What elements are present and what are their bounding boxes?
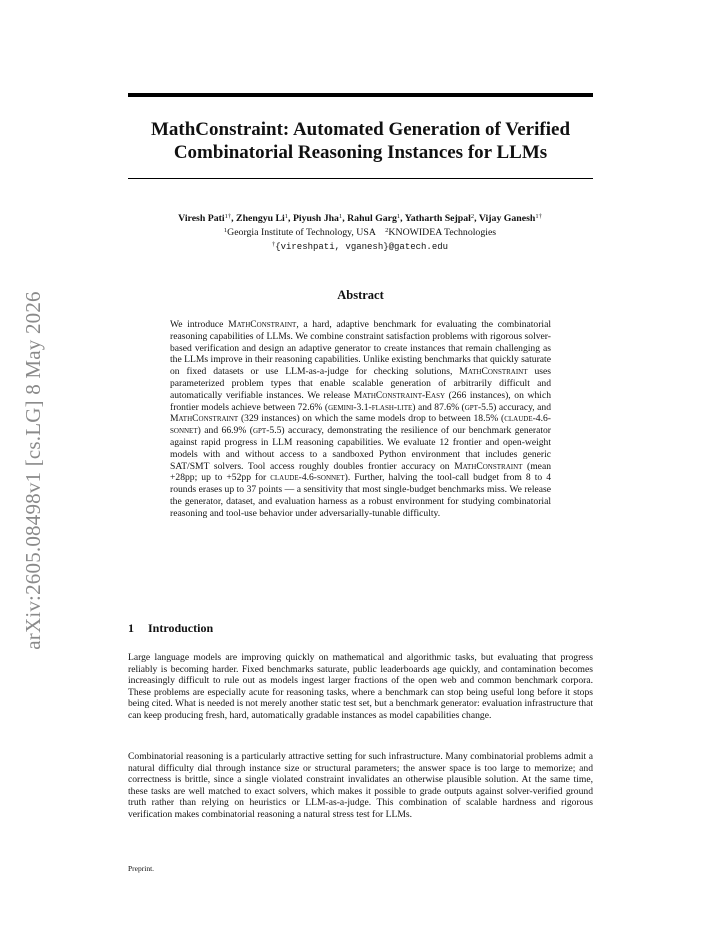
model-name: claude-4.6-sonnet [170, 413, 551, 437]
title-bottom-rule [128, 178, 593, 179]
abstract-run: , a hard, adaptive benchmark for evaluating the combinatorial reasoning capabilities of LLMs. We combine constraint satisfaction problems with rigorous solver-based verification and design an adaptive generator to create instances that remain challenging as the LLMs improve in their reasoning capabilities. Unlike existing benchmarks that quickly saturate on fixed datasets or use LLM-as-a-judge for checking solutions, [170, 319, 551, 378]
author-affil-mark: 2 [470, 213, 475, 220]
paper-title [128, 118, 593, 164]
abstract-run: (mean +28pp; up to +52pp for [170, 460, 551, 484]
author-name: Vijay Ganesh [478, 213, 536, 224]
abstract-run: We introduce [170, 319, 229, 330]
author-affil-mark: 1† [535, 213, 542, 220]
abstract-run: ). Further, halving the tool-call budget from 8 to 4 rounds erases up to 37 points — a sensitivity that most single-budget benchmarks miss. We release the generator, dataset, and evaluation harness as a robust environment for studying combinatorial reasoning and tool-use behavior under adversarially-tunable difficulty. [170, 472, 551, 519]
author-affil-mark: 1 [284, 213, 289, 220]
author-block [100, 211, 620, 253]
email-line [100, 239, 620, 253]
benchmark-name: MathConstraint [228, 319, 297, 330]
affiliations [100, 225, 620, 239]
abstract-run: ) and 66.9% ( [197, 425, 253, 437]
benchmark-name: MathConstraint-Easy [353, 389, 446, 401]
author-names: Viresh Pati$^{1\dagger}$, Zhengyu Li$^1$, Piyush Jha$^1$, Rahul Garg$^1$, Yatharth Sejpal$^2$, Vijay Ganesh$^{1\dagger}$ [178, 213, 542, 224]
intro-paragraph-2: Combinatorial reasoning is a particularly attractive setting for such infrastructure. Many combinatorial problems admit a natural difficulty dial through instance size or structural parameters; the answer space is too large to memorize; and correctness is brittle, since a single violated constraint invalidates an otherwise plausible solution. At the same time, these tasks are well matched to exact solvers, which makes it possible to grade outputs against solver-verified ground truth rather than relying on heuristics or LLM-as-a-judge. This combination of scalable hardness and rigorous verification makes combinatorial reasoning a natural stress test for LLMs. [128, 751, 593, 820]
author-name: Rahul Garg [347, 213, 397, 224]
benchmark-name: MathConstraint [170, 413, 239, 425]
abstract-heading: Abstract [337, 288, 384, 302]
author-name: Piyush Jha [292, 213, 339, 224]
author-emails: {vireshpati, vganesh}@gatech.edu [275, 242, 449, 252]
author-affil-mark: 1 [396, 213, 401, 220]
benchmark-name: MathConstraint [459, 366, 528, 378]
abstract-run: ) accuracy, demonstrating the resilience of our benchmark generator against rapid progress in LLM reasoning capabilities. We evaluate 12 frontier and open-weight models with and without access to a sandboxed Python environment that includes generic SAT/SMT solvers. Tool access roughly doubles frontier accuracy on [170, 425, 551, 472]
affil-mark: 2 [385, 227, 389, 234]
section-title: Introduction [148, 621, 214, 635]
affil-mark: 1 [223, 227, 228, 234]
title-line-2: Combinatorial Reasoning Instances for LLMs [173, 142, 548, 163]
title-line-1: MathConstraint: Automated Generation of Verified [150, 119, 571, 140]
author-name: Yatharth Sejpal [404, 213, 471, 224]
abstract-run: (266 instances), on which frontier models achieve between 72.6% ( [170, 389, 551, 413]
affiliation-2: KNOWIDEA Technologies [388, 227, 497, 238]
abstract-run: ) accuracy, and [493, 401, 552, 413]
model-name: gpt-5.5 [252, 425, 282, 437]
title-top-rule [128, 93, 593, 97]
model-name: claude-4.6-sonnet [270, 472, 345, 484]
model-name: gemini-3.1-flash-lite [328, 401, 413, 413]
arxiv-sidebar [8, 260, 58, 680]
preprint-footer: Preprint. [128, 864, 155, 873]
abstract-text [170, 319, 551, 520]
author-affil-mark: 1† [224, 213, 232, 220]
benchmark-name: MathConstraint [454, 460, 523, 472]
arxiv-identifier: arXiv:2605.08498v1 [cs.LG] 8 May 2026 [20, 290, 45, 650]
author-name: Zhengyu Li [236, 213, 285, 224]
abstract-run: ) and 87.6% ( [412, 401, 465, 413]
author-name: Viresh Pati [178, 213, 225, 224]
section-heading-introduction [128, 621, 213, 636]
section-number: 1 [128, 621, 134, 635]
intro-paragraph-1: Large language models are improving quickly on mathematical and algorithmic tasks, but evaluating that progress reliably is becoming harder. Fixed benchmarks saturate, public leaderboards age quickly, and contamination becomes increasingly difficult to rule out as models ingest larger fractions of the open web and common benchmark corpora. These problems are especially acute for reasoning tasks, where a benchmark can stop being useful long before it stops being cited. What is needed is not merely another static test set, but a benchmark generator: evaluation infrastructure that can keep producing fresh, hard, automatically gradable instances as model capabilities change. [128, 652, 593, 721]
email-mark: † [271, 241, 276, 248]
author-affil-mark: 1 [338, 213, 343, 220]
abstract-run: (329 instances) on which the same models drop to between 18.5% ( [238, 413, 505, 425]
model-name: gpt-5.5 [464, 401, 494, 413]
affiliation-1: Georgia Institute of Technology, USA [227, 227, 376, 238]
abstract-run: uses parameterized problem types that enable scalable generation of arbitrarily difficult and automatically verifiable instances. We release [170, 366, 551, 401]
